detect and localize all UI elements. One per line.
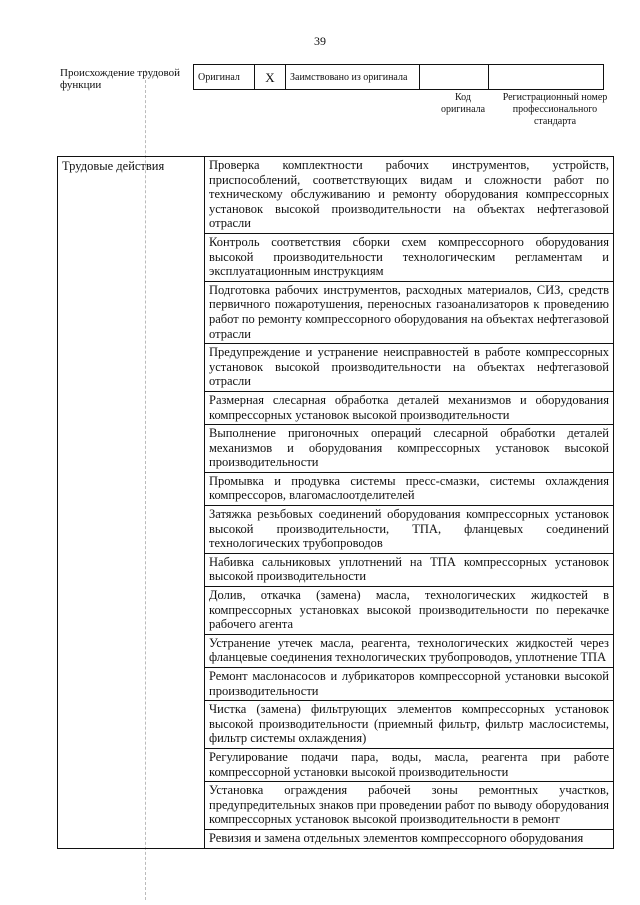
action-item: Набивка сальниковых уплотнений на ТПА компрессорных установок высокой производительности <box>205 553 613 586</box>
origin-label: Происхождение трудовой функции <box>60 67 181 91</box>
action-item: Размерная слесарная обработка деталей механизмов и оборудования компрессорных установок высокой производительности <box>205 391 613 424</box>
action-item: Промывка и продувка системы пресс-смазки, системы охлаждения компрессоров, влагомаслоотделителей <box>205 472 613 505</box>
action-item: Контроль соответствия сборки схем компрессорного оборудования высокой производительности технологическим регламентам и эксплуатационным инструкциям <box>205 233 613 281</box>
action-item: Подготовка рабочих инструментов, расходных материалов, СИЗ, средств первичного пожаротушения, переносных газоанализаторов к проведению работ по ремонту компрессорного оборудования на объектах нефтегазовой отрасли <box>205 281 613 343</box>
action-item: Регулирование подачи пара, воды, масла, реагента при работе компрессорной установки высокой производительности <box>205 748 613 781</box>
action-item: Долив, откачка (замена) масла, технологических жидкостей в компрессорных установках высокой производительности по перекачке рабочего агента <box>205 586 613 634</box>
borrowed-cell: Заимствовано из оригинала <box>286 65 420 90</box>
action-item: Установка ограждения рабочей зоны ремонтных участков, предупредительных знаков при проведении работ по выводу оборудования компрессорных установок высокой производительности в ремонт <box>205 781 613 829</box>
original-mark: X <box>255 65 286 90</box>
action-item: Затяжка резьбовых соединений оборудования компрессорных установок высокой производительности, ТПА, фланцевых соединений технологических трубопроводов <box>205 505 613 553</box>
action-item: Устранение утечек масла, реагента, технологических жидкостей через фланцевые соединения технологических трубопроводов, уплотнение ТПА <box>205 634 613 667</box>
action-item: Ремонт маслонасосов и лубрикаторов компрессорной установки высокой производительности <box>205 667 613 700</box>
code-cell <box>420 65 489 90</box>
section-label: Трудовые действия <box>58 157 205 849</box>
reg-number-label: Регистрационный номер профессионального стандарта <box>502 92 608 127</box>
page-number: 39 <box>314 34 326 48</box>
original-cell: Оригинал <box>194 65 255 90</box>
action-item: Чистка (замена) фильтрующих элементов компрессорных установок высокой производительности (приемный фильтр, фильтр маслосистемы, фильтр системы охлаждения) <box>205 700 613 748</box>
actions-cell <box>205 157 614 849</box>
action-item: Проверка комплектности рабочих инструментов, устройств, приспособлений, соответствующих видам и сложности работ по техническому обслуживанию и ремонту оборудования компрессорных установок высокой производительности на объектах нефтегазовой отрасли <box>209 158 609 231</box>
reg-number-cell <box>489 65 604 90</box>
action-item: Ревизия и замена отдельных элементов компрессорного оборудования <box>205 829 613 848</box>
action-item: Предупреждение и устранение неисправностей в работе компрессорных установок высокой производительности на объектах нефтегазовой отрасли <box>205 343 613 391</box>
origin-table <box>193 64 604 90</box>
code-original-label: Код оригинала <box>440 92 486 115</box>
labor-actions-table <box>57 156 614 849</box>
action-item: Выполнение пригоночных операций слесарной обработки деталей механизмов и оборудования компрессорных установок высокой производительности <box>205 424 613 472</box>
